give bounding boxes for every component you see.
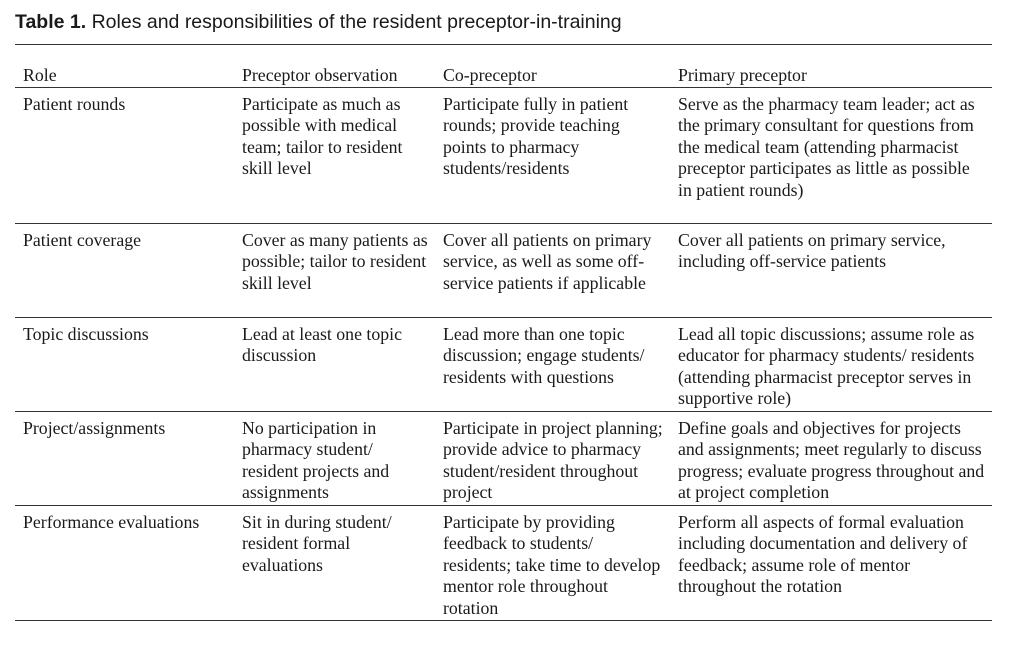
table-row — [15, 317, 992, 411]
table-caption — [15, 9, 622, 35]
co-preceptor-cell: Participate fully in patient rounds; provide teaching points to pharmacy students/residents — [443, 93, 629, 179]
primary-preceptor-cell: Lead all topic discussions; assume role as educator for pharmacy students/ residents (attending pharmacist preceptor serves in supportive role) — [678, 323, 975, 409]
roles-table — [15, 44, 992, 621]
primary-preceptor-cell: Cover all patients on primary service, including off-service patients — [678, 229, 946, 272]
observation-cell: Cover as many patients as possible; tailor to resident skill level — [242, 229, 428, 293]
table-title: Roles and responsibilities of the resident preceptor-in-training — [91, 11, 622, 33]
header-primary-preceptor: Primary preceptor — [678, 65, 807, 85]
role-cell: Patient coverage — [23, 229, 141, 250]
co-preceptor-cell: Participate in project planning; provide advice to pharmacy student/resident throughout project — [443, 417, 663, 503]
primary-preceptor-cell: Serve as the pharmacy team leader; act as the primary consultant for questions from the medical team (attending pharmacist preceptor participates as little as possible in patient rounds) — [678, 93, 975, 200]
co-preceptor-cell: Participate by providing feedback to students/ residents; take time to develop mentor role throughout rotation — [443, 511, 661, 618]
header-preceptor-observation: Preceptor observation — [242, 65, 398, 85]
table-row — [15, 223, 992, 317]
primary-preceptor-cell: Define goals and objectives for projects and assignments; meet regularly to discuss progress; evaluate progress throughout and at project completion — [678, 417, 985, 503]
role-cell: Project/assignments — [23, 417, 166, 438]
observation-cell: Lead at least one topic discussion — [242, 323, 402, 366]
table-header-row — [15, 45, 992, 88]
table-row — [15, 87, 992, 223]
observation-cell: Sit in during student/ resident formal evaluations — [242, 511, 392, 575]
header-role: Role — [23, 65, 57, 85]
table-label: Table 1. — [15, 11, 87, 33]
header-co-preceptor: Co-preceptor — [443, 65, 537, 85]
co-preceptor-cell: Lead more than one topic discussion; engage students/ residents with questions — [443, 323, 645, 387]
role-cell: Patient rounds — [23, 93, 126, 114]
table-row — [15, 505, 992, 620]
observation-cell: Participate as much as possible with medical team; tailor to resident skill level — [242, 93, 403, 179]
co-preceptor-cell: Cover all patients on primary service, as well as some off-service patients if applicable — [443, 229, 652, 293]
primary-preceptor-cell: Perform all aspects of formal evaluation including documentation and delivery of feedback; assume role of mentor throughout the rotation — [678, 511, 968, 597]
table-row — [15, 411, 992, 505]
observation-cell: No participation in pharmacy student/ resident projects and assignments — [242, 417, 390, 503]
role-cell: Topic discussions — [23, 323, 149, 344]
role-cell: Performance evaluations — [23, 511, 200, 532]
